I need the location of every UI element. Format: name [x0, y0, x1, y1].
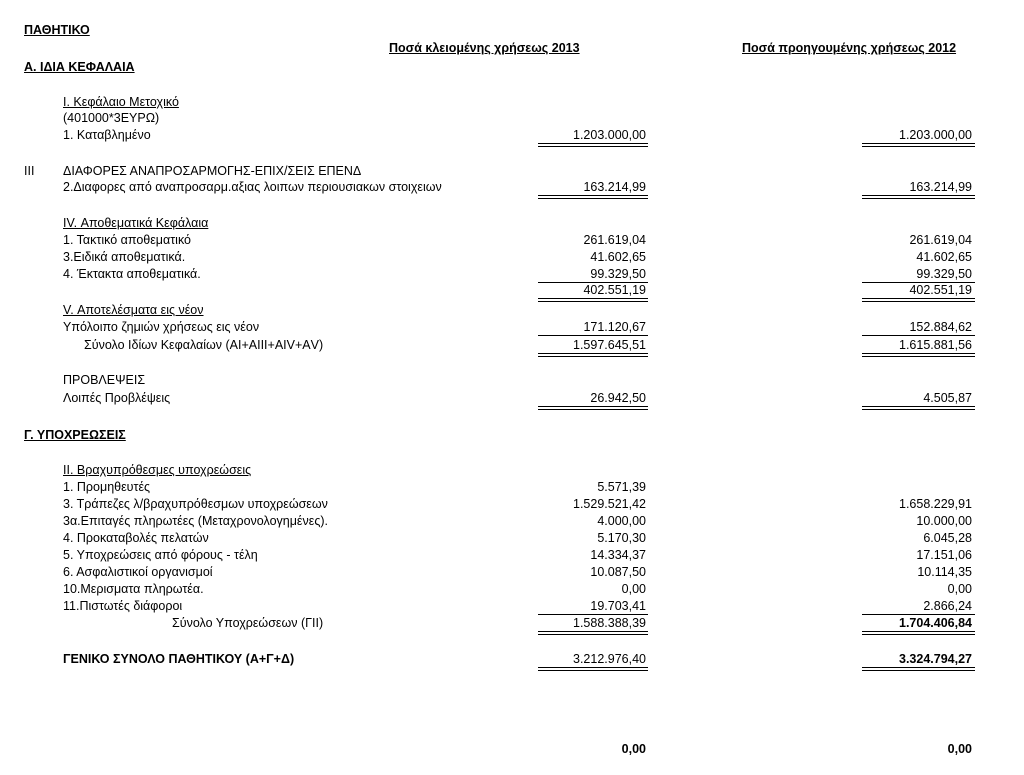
difference-previous: 0,00	[947, 742, 972, 756]
liabilities-total-label: Σύνολο Υποχρεώσεων (ΓΙΙ)	[172, 616, 324, 630]
value-current: 19.703,41	[590, 599, 646, 613]
row-label: 6. Ασφαλιστικοί οργανισμοί	[63, 565, 213, 579]
grand-total-current: 3.212.976,40	[573, 652, 646, 666]
value-previous: 163.214,99	[909, 180, 972, 194]
value-current: 4.000,00	[597, 514, 646, 528]
row-label: Υπόλοιπο ζημιών χρήσεως εις νέον	[63, 320, 260, 334]
value-previous-total: 1.704.406,84	[899, 616, 972, 630]
value-current: 99.329,50	[590, 267, 646, 281]
value-previous: 0,00	[947, 582, 972, 596]
shortterm-title: ΙΙ. Βραχυπρόθεσμες υποχρεώσεις	[63, 463, 252, 477]
value-current: 5.571,39	[597, 480, 646, 494]
row-label: 11.Πιστωτές διάφοροι	[63, 599, 183, 613]
underline-double	[538, 143, 648, 147]
underline	[538, 335, 648, 336]
value-previous: 2.866,24	[923, 599, 972, 613]
underline-double	[862, 631, 975, 635]
value-previous-total: 1.615.881,56	[899, 338, 972, 352]
underline-double	[862, 143, 975, 147]
value-current: 26.942,50	[590, 391, 646, 405]
value-current: 10.087,50	[590, 565, 646, 579]
difference-current: 0,00	[621, 742, 646, 756]
capital-note: (401000*3ΕΥΡΩ)	[63, 111, 160, 125]
section-g-title: Γ. ΥΠΟΧΡΕΩΣΕΙΣ	[24, 428, 126, 442]
value-previous: 41.602,65	[916, 250, 972, 264]
value-current: 0,00	[621, 582, 646, 596]
row-label: 1. Τακτικό αποθεματικό	[63, 233, 191, 247]
row-label: 10.Μερισματα πληρωτέα.	[63, 582, 204, 596]
underline-double	[862, 667, 975, 671]
value-previous: 6.045,28	[923, 531, 972, 545]
underline-double	[862, 195, 975, 199]
row-label: 1. Προμηθευτές	[63, 480, 151, 494]
revaluation-title: ΔΙΑΦΟΡΕΣ ΑΝΑΠΡΟΣΑΡΜΟΓΗΣ-ΕΠΙΧ/ΣΕΙΣ ΕΠΕΝΔ	[63, 164, 362, 178]
value-previous: 17.151,06	[916, 548, 972, 562]
value-current: 41.602,65	[590, 250, 646, 264]
row-label: 1. Καταβλημένο	[63, 128, 151, 142]
page-heading: ΠΑΘΗΤΙΚΟ	[24, 23, 90, 37]
value-previous-total: 402.551,19	[909, 283, 972, 297]
value-current: 14.334,37	[590, 548, 646, 562]
value-current: 171.120,67	[583, 320, 646, 334]
value-current: 1.203.000,00	[573, 128, 646, 142]
underline-double	[538, 631, 648, 635]
underline	[862, 614, 975, 615]
value-current: 5.170,30	[597, 531, 646, 545]
value-current-total: 402.551,19	[583, 283, 646, 297]
underline	[862, 335, 975, 336]
value-current-total: 1.597.645,51	[573, 338, 646, 352]
underline-double	[538, 353, 648, 357]
underline-double	[862, 353, 975, 357]
reserves-title: IV. Αποθεματικά Κεφάλαια	[63, 216, 209, 230]
row-label: 3α.Επιταγές πληρωτέες (Μεταχρονολογημένες).	[63, 514, 328, 528]
value-previous: 1.658.229,91	[899, 497, 972, 511]
row-label: 5. Υποχρεώσεις από φόρους - τέλη	[63, 548, 258, 562]
grand-total-previous: 3.324.794,27	[899, 652, 972, 666]
value-previous: 152.884,62	[909, 320, 972, 334]
value-current-total: 1.588.388,39	[573, 616, 646, 630]
underline-double	[862, 406, 975, 410]
underline-double	[538, 667, 648, 671]
grand-total-label: ΓΕΝΙΚΟ ΣΥΝΟΛΟ ΠΑΘΗΤΙΚΟΥ (Α+Γ+Δ)	[63, 652, 295, 666]
row-label: 2.Διαφορες από αναπροσαρμ.αξιας λοιπων περιουσιακων στοιχειων	[63, 180, 442, 194]
value-previous: 261.619,04	[909, 233, 972, 247]
row-label: 3. Τράπεζες λ/βραχυπρόθεσμων υποχρεώσεων	[63, 497, 328, 511]
value-previous: 1.203.000,00	[899, 128, 972, 142]
value-previous: 99.329,50	[916, 267, 972, 281]
revaluation-roman: ΙΙΙ	[24, 164, 35, 178]
row-label: 4. Έκτακτα αποθεματικά.	[63, 267, 201, 281]
provisions-title: ΠΡΟΒΛΕΨΕΙΣ	[63, 373, 146, 387]
value-previous: 10.000,00	[916, 514, 972, 528]
underline-double	[538, 406, 648, 410]
underline-double	[538, 195, 648, 199]
value-previous: 10.114,35	[917, 565, 972, 579]
row-label: 3.Ειδικά αποθεματικά.	[63, 250, 186, 264]
underline-double	[538, 298, 648, 302]
underline	[538, 614, 648, 615]
results-title: V. Αποτελέσματα εις νέον	[63, 303, 204, 317]
row-label: Λοιπές Προβλέψεις	[63, 391, 171, 405]
col-header-previous: Ποσά προηγουμένης χρήσεως 2012	[742, 41, 957, 55]
value-current: 261.619,04	[583, 233, 646, 247]
capital-title: Ι. Κεφάλαιο Μετοχικό	[63, 95, 179, 109]
value-current: 163.214,99	[583, 180, 646, 194]
value-previous: 4.505,87	[923, 391, 972, 405]
section-a-title: Α. ΙΔΙΑ ΚΕΦΑΛΑΙΑ	[24, 60, 135, 74]
underline-double	[862, 298, 975, 302]
equity-total-label: Σύνολο Ιδίων Κεφαλαίων (ΑΙ+ΑΙΙΙ+ΑΙV+ΑV)	[84, 338, 324, 352]
col-header-current: Ποσά κλειομένης χρήσεως 2013	[389, 41, 580, 55]
value-current: 1.529.521,42	[573, 497, 646, 511]
row-label: 4. Προκαταβολές πελατών	[63, 531, 209, 545]
